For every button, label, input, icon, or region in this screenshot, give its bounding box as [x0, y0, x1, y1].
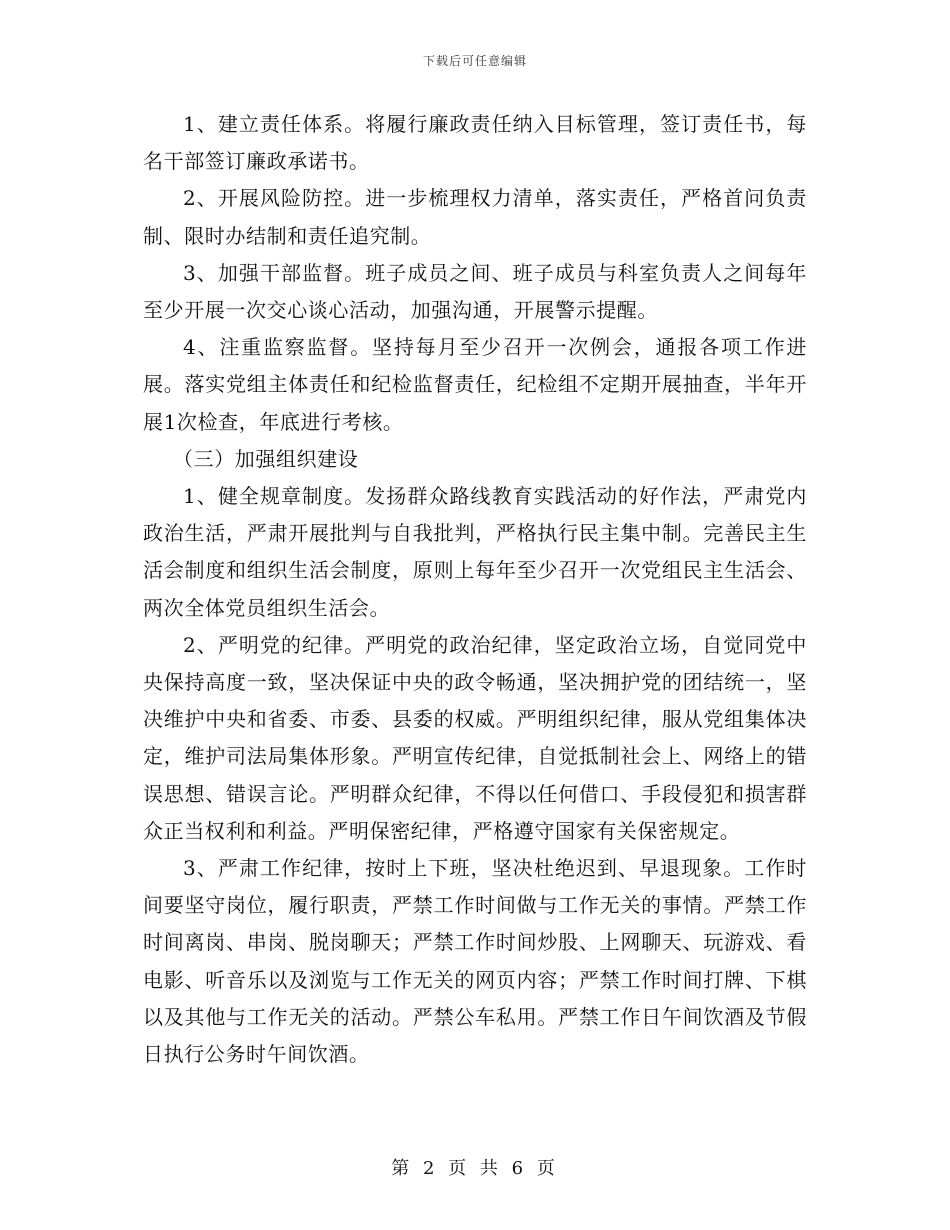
paragraph-cadre-supervision: 3、加强干部监督。班子成员之间、班子成员与科室负责人之间每年至少开展一次交心谈心活动，加强沟通，开展警示提醒。: [143, 260, 807, 323]
paragraph-risk-control: 2、开展风险防控。进一步梳理权力清单，落实责任，严格首问负责制、限时办结制和责任追究制。: [143, 186, 807, 248]
paragraph-work-discipline: 3、严肃工作纪律，按时上下班，坚决杜绝迟到、早退现象。工作时间要坚守岗位，履行职责，严禁工作时间做与工作无关的事情。严禁工作时间离岗、串岗、脱岗聊天；严禁工作时间炒股、上网聊天、玩游戏、看电影、听音乐以及浏览与工作无关的网页内容；严禁工作时间打牌、下棋以及其他与工作无关的活动。严禁公车私用。严禁工作日午间饮酒及节假日执行公务时午间饮酒。: [143, 856, 807, 1067]
paragraph-rules-system: 1、健全规章制度。发扬群众路线教育实践活动的好作法，严肃党内政治生活，严肃开展批判与自我批判，严格执行民主集中制。完善民主生活会制度和组织生活会制度，原则上每年至少召开一次党组民主生活会、两次全体党员组织生活会。: [143, 484, 807, 620]
section-heading: （三）加强组织建设: [173, 446, 359, 471]
paragraph-responsibility-system: 1、建立责任体系。将履行廉政责任纳入目标管理，签订责任书，每名干部签订廉政承诺书。: [143, 112, 807, 174]
paragraph-party-discipline: 2、严明党的纪律。严明党的政治纪律，坚定政治立场，自觉同党中央保持高度一致，坚决保证中央的政令畅通，坚决拥护党的团结统一，坚决维护中央和省委、市委、县委的权威。严明组织纪律，服从党组集体决定，维护司法局集体形象。严明宣传纪律，自觉抵制社会上、网络上的错误思想、错误言论。严明群众纪律，不得以任何借口、手段侵犯和损害群众正当权利和利益。严明保密纪律，严格遵守国家有关保密规定。: [143, 632, 807, 843]
page-header: 下载后可任意编辑: [422, 54, 527, 68]
paragraph-inspection-supervision: 4、注重监察监督。坚持每月至少召开一次例会，通报各项工作进展。落实党组主体责任和纪检监督责任，纪检组不定期开展抽查，半年开展1次检查，年底进行考核。: [143, 335, 807, 434]
page-number-footer: 第 2 页 共 6 页: [391, 1158, 559, 1179]
document-body: [143, 106, 807, 1073]
